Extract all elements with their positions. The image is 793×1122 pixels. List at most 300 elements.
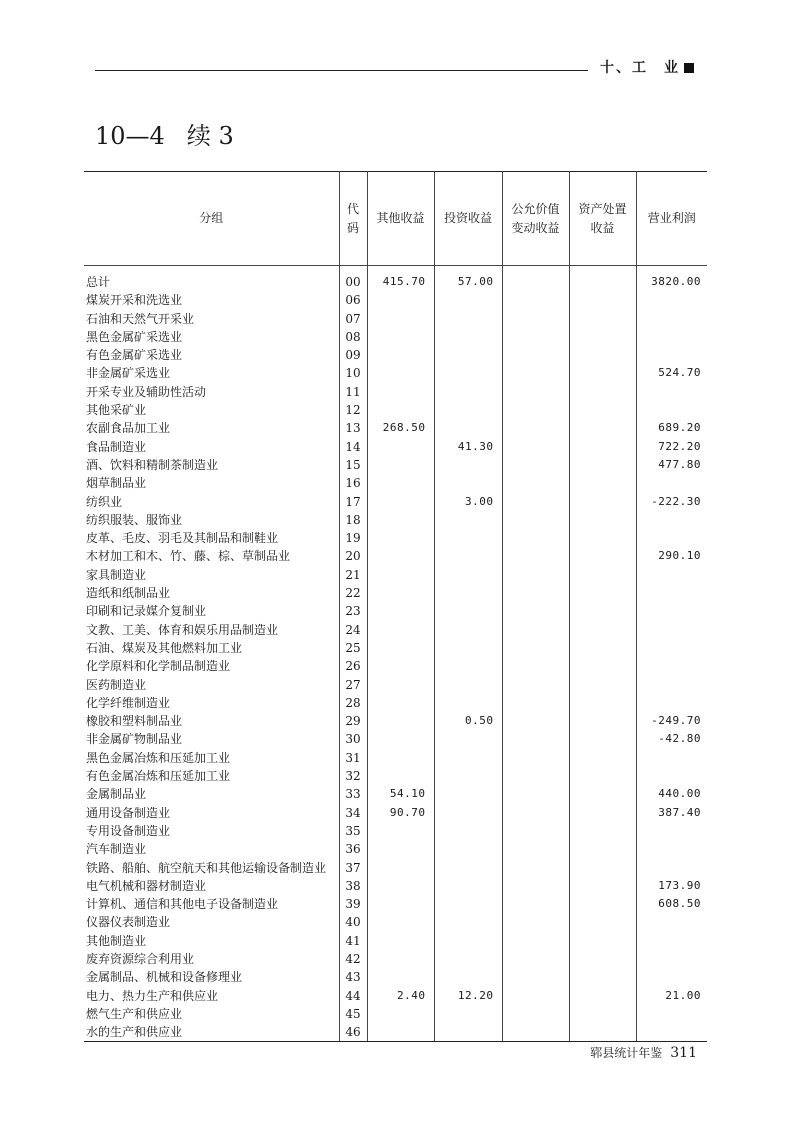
row-name: 通用设备制造业 bbox=[84, 804, 339, 822]
row-name: 有色金属矿采选业 bbox=[84, 346, 339, 364]
row-fair-value-income bbox=[502, 913, 569, 931]
row-name: 食品制造业 bbox=[84, 438, 339, 456]
row-code: 41 bbox=[339, 932, 367, 950]
row-fair-value-income bbox=[502, 639, 569, 657]
table-row bbox=[84, 547, 707, 565]
table-row bbox=[84, 566, 707, 584]
table-row bbox=[84, 291, 707, 309]
table-row bbox=[84, 364, 707, 382]
row-other-income bbox=[367, 346, 434, 364]
row-other-income bbox=[367, 1005, 434, 1023]
row-asset-disposal-income bbox=[569, 639, 636, 657]
row-operating-profit bbox=[636, 602, 707, 620]
table-row bbox=[84, 822, 707, 840]
table-row bbox=[84, 493, 707, 511]
row-name: 化学纤维制造业 bbox=[84, 694, 339, 712]
row-fair-value-income bbox=[502, 456, 569, 474]
row-operating-profit: 689.20 bbox=[658, 421, 701, 435]
row-fair-value-income bbox=[502, 621, 569, 639]
table-header-row bbox=[84, 172, 707, 266]
row-asset-disposal-income bbox=[569, 822, 636, 840]
row-investment-income bbox=[434, 657, 502, 675]
row-code: 22 bbox=[339, 584, 367, 602]
row-operating-profit: -249.70 bbox=[651, 714, 701, 728]
row-name: 印刷和记录媒介复制业 bbox=[84, 602, 339, 620]
table-row bbox=[84, 266, 707, 292]
row-name: 有色金属冶炼和压延加工业 bbox=[84, 767, 339, 785]
row-code: 27 bbox=[339, 676, 367, 694]
row-operating-profit bbox=[636, 621, 707, 639]
row-investment-income bbox=[434, 401, 502, 419]
table-row bbox=[84, 712, 707, 730]
row-name: 金属制品、机械和设备修理业 bbox=[84, 968, 339, 986]
row-fair-value-income bbox=[502, 346, 569, 364]
row-code: 09 bbox=[339, 346, 367, 364]
row-fair-value-income bbox=[502, 493, 569, 511]
row-code: 11 bbox=[339, 383, 367, 401]
row-fair-value-income bbox=[502, 266, 569, 292]
col-header-operating-profit: 营业利润 bbox=[636, 172, 707, 266]
row-operating-profit bbox=[636, 639, 707, 657]
table-row bbox=[84, 529, 707, 547]
row-other-income bbox=[367, 584, 434, 602]
table-row bbox=[84, 602, 707, 620]
table-row bbox=[84, 346, 707, 364]
row-other-income: 54.10 bbox=[367, 785, 434, 803]
table-row bbox=[84, 328, 707, 346]
row-operating-profit bbox=[636, 694, 707, 712]
row-code: 34 bbox=[339, 804, 367, 822]
row-operating-profit bbox=[636, 657, 707, 675]
row-code: 08 bbox=[339, 328, 367, 346]
col-header-code: 代码 bbox=[339, 172, 367, 266]
row-code: 10 bbox=[339, 364, 367, 382]
row-investment-income bbox=[434, 474, 502, 492]
row-code: 45 bbox=[339, 1005, 367, 1023]
row-fair-value-income bbox=[502, 511, 569, 529]
row-investment-income bbox=[434, 383, 502, 401]
row-operating-profit: 173.90 bbox=[658, 878, 701, 892]
row-fair-value-income bbox=[502, 968, 569, 986]
row-investment-income bbox=[434, 566, 502, 584]
table-row bbox=[84, 438, 707, 456]
row-operating-profit: -42.80 bbox=[658, 732, 701, 746]
row-name: 计算机、通信和其他电子设备制造业 bbox=[84, 895, 339, 913]
row-fair-value-income bbox=[502, 877, 569, 895]
row-other-income bbox=[367, 511, 434, 529]
row-investment-income bbox=[434, 291, 502, 309]
table-row bbox=[84, 840, 707, 858]
row-operating-profit bbox=[636, 950, 707, 968]
row-other-income bbox=[367, 657, 434, 675]
row-asset-disposal-income bbox=[569, 438, 636, 456]
row-fair-value-income bbox=[502, 566, 569, 584]
row-operating-profit bbox=[636, 511, 707, 529]
row-fair-value-income bbox=[502, 840, 569, 858]
row-other-income bbox=[367, 364, 434, 382]
row-other-income bbox=[367, 493, 434, 511]
row-code: 07 bbox=[339, 310, 367, 328]
row-investment-income bbox=[434, 895, 502, 913]
table-row bbox=[84, 950, 707, 968]
row-operating-profit bbox=[636, 767, 707, 785]
page-number: 311 bbox=[670, 1045, 697, 1061]
row-other-income bbox=[367, 547, 434, 565]
row-code: 43 bbox=[339, 968, 367, 986]
table-body bbox=[84, 266, 707, 1042]
row-asset-disposal-income bbox=[569, 932, 636, 950]
row-name: 仪器仪表制造业 bbox=[84, 913, 339, 931]
row-operating-profit bbox=[636, 1005, 707, 1023]
section-header bbox=[600, 57, 694, 77]
row-code: 30 bbox=[339, 730, 367, 748]
row-name: 化学原料和化学制品制造业 bbox=[84, 657, 339, 675]
row-investment-income bbox=[434, 950, 502, 968]
row-other-income bbox=[367, 968, 434, 986]
row-investment-income bbox=[434, 932, 502, 950]
table-row bbox=[84, 419, 707, 437]
table-row bbox=[84, 474, 707, 492]
row-name: 其他制造业 bbox=[84, 932, 339, 950]
row-code: 36 bbox=[339, 840, 367, 858]
row-operating-profit bbox=[636, 474, 707, 492]
row-operating-profit bbox=[636, 822, 707, 840]
row-code: 40 bbox=[339, 913, 367, 931]
book-title: 郓县统计年鉴 bbox=[590, 1046, 663, 1060]
col-header-other-income: 其他收益 bbox=[367, 172, 434, 266]
table-row bbox=[84, 913, 707, 931]
table-row bbox=[84, 676, 707, 694]
row-investment-income bbox=[434, 913, 502, 931]
row-asset-disposal-income bbox=[569, 291, 636, 309]
row-other-income bbox=[367, 749, 434, 767]
row-name: 开采专业及辅助性活动 bbox=[84, 383, 339, 401]
row-investment-income bbox=[434, 639, 502, 657]
row-name: 酒、饮料和精制茶制造业 bbox=[84, 456, 339, 474]
row-investment-income bbox=[434, 968, 502, 986]
row-other-income bbox=[367, 291, 434, 309]
row-fair-value-income bbox=[502, 822, 569, 840]
row-other-income bbox=[367, 767, 434, 785]
statistics-table bbox=[84, 171, 707, 1042]
row-operating-profit bbox=[636, 859, 707, 877]
row-asset-disposal-income bbox=[569, 730, 636, 748]
table-title bbox=[95, 116, 234, 151]
row-asset-disposal-income bbox=[569, 1005, 636, 1023]
row-fair-value-income bbox=[502, 767, 569, 785]
col-header-asset-disposal-income: 资产处置收益 bbox=[569, 172, 636, 266]
row-operating-profit bbox=[636, 840, 707, 858]
row-code: 13 bbox=[339, 419, 367, 437]
row-code: 42 bbox=[339, 950, 367, 968]
row-code: 35 bbox=[339, 822, 367, 840]
row-code: 25 bbox=[339, 639, 367, 657]
row-name: 铁路、船舶、航空航天和其他运输设备制造业 bbox=[84, 859, 339, 877]
row-asset-disposal-income bbox=[569, 547, 636, 565]
row-fair-value-income bbox=[502, 932, 569, 950]
page-footer bbox=[590, 1044, 697, 1061]
row-operating-profit bbox=[636, 566, 707, 584]
row-operating-profit bbox=[636, 328, 707, 346]
row-asset-disposal-income bbox=[569, 456, 636, 474]
row-name: 皮革、毛皮、羽毛及其制品和制鞋业 bbox=[84, 529, 339, 547]
row-investment-income: 12.20 bbox=[434, 987, 502, 1005]
row-asset-disposal-income bbox=[569, 529, 636, 547]
row-investment-income bbox=[434, 529, 502, 547]
row-asset-disposal-income bbox=[569, 913, 636, 931]
row-fair-value-income bbox=[502, 291, 569, 309]
row-code: 00 bbox=[339, 266, 367, 292]
row-fair-value-income bbox=[502, 950, 569, 968]
row-fair-value-income bbox=[502, 1023, 569, 1042]
row-other-income bbox=[367, 676, 434, 694]
table-row bbox=[84, 987, 707, 1005]
row-other-income bbox=[367, 328, 434, 346]
row-name: 造纸和纸制品业 bbox=[84, 584, 339, 602]
row-fair-value-income bbox=[502, 657, 569, 675]
section-title: 十、工 业 bbox=[600, 60, 680, 76]
row-investment-income bbox=[434, 584, 502, 602]
table-row bbox=[84, 639, 707, 657]
row-name: 非金属矿物制品业 bbox=[84, 730, 339, 748]
table-row bbox=[84, 859, 707, 877]
row-asset-disposal-income bbox=[569, 584, 636, 602]
row-name: 黑色金属冶炼和压延加工业 bbox=[84, 749, 339, 767]
row-asset-disposal-income bbox=[569, 401, 636, 419]
row-operating-profit bbox=[636, 383, 707, 401]
row-asset-disposal-income bbox=[569, 493, 636, 511]
row-name: 电力、热力生产和供应业 bbox=[84, 987, 339, 1005]
row-other-income bbox=[367, 383, 434, 401]
table-row bbox=[84, 804, 707, 822]
row-other-income: 90.70 bbox=[367, 804, 434, 822]
row-investment-income bbox=[434, 840, 502, 858]
row-code: 24 bbox=[339, 621, 367, 639]
row-investment-income bbox=[434, 804, 502, 822]
row-fair-value-income bbox=[502, 310, 569, 328]
row-asset-disposal-income bbox=[569, 1023, 636, 1042]
row-operating-profit bbox=[636, 346, 707, 364]
row-other-income bbox=[367, 877, 434, 895]
col-header-group: 分组 bbox=[84, 172, 339, 266]
row-operating-profit bbox=[636, 310, 707, 328]
row-investment-income bbox=[434, 511, 502, 529]
row-code: 14 bbox=[339, 438, 367, 456]
row-other-income bbox=[367, 913, 434, 931]
row-fair-value-income bbox=[502, 895, 569, 913]
table-row bbox=[84, 511, 707, 529]
row-asset-disposal-income bbox=[569, 419, 636, 437]
col-header-fair-value-income: 公允价值变动收益 bbox=[502, 172, 569, 266]
table-number: 10—4 bbox=[95, 122, 165, 150]
row-name: 其他采矿业 bbox=[84, 401, 339, 419]
row-other-income bbox=[367, 474, 434, 492]
row-code: 12 bbox=[339, 401, 367, 419]
row-operating-profit bbox=[636, 401, 707, 419]
row-code: 26 bbox=[339, 657, 367, 675]
row-name: 燃气生产和供应业 bbox=[84, 1005, 339, 1023]
row-asset-disposal-income bbox=[569, 694, 636, 712]
table-row bbox=[84, 584, 707, 602]
row-fair-value-income bbox=[502, 676, 569, 694]
row-code: 37 bbox=[339, 859, 367, 877]
row-name: 专用设备制造业 bbox=[84, 822, 339, 840]
row-other-income bbox=[367, 602, 434, 620]
row-investment-income bbox=[434, 419, 502, 437]
row-name: 石油、煤炭及其他燃料加工业 bbox=[84, 639, 339, 657]
row-other-income bbox=[367, 401, 434, 419]
row-investment-income bbox=[434, 602, 502, 620]
row-operating-profit: 440.00 bbox=[658, 787, 701, 801]
row-other-income bbox=[367, 730, 434, 748]
row-other-income bbox=[367, 895, 434, 913]
row-investment-income bbox=[434, 547, 502, 565]
row-fair-value-income bbox=[502, 419, 569, 437]
row-fair-value-income bbox=[502, 1005, 569, 1023]
row-asset-disposal-income bbox=[569, 676, 636, 694]
row-operating-profit bbox=[636, 529, 707, 547]
row-investment-income bbox=[434, 859, 502, 877]
row-other-income bbox=[367, 438, 434, 456]
row-code: 15 bbox=[339, 456, 367, 474]
square-icon bbox=[684, 63, 694, 73]
row-investment-income bbox=[434, 1023, 502, 1042]
row-investment-income bbox=[434, 621, 502, 639]
row-investment-income: 0.50 bbox=[434, 712, 502, 730]
row-asset-disposal-income bbox=[569, 950, 636, 968]
row-other-income bbox=[367, 950, 434, 968]
row-asset-disposal-income bbox=[569, 383, 636, 401]
row-asset-disposal-income bbox=[569, 895, 636, 913]
row-fair-value-income bbox=[502, 712, 569, 730]
row-code: 28 bbox=[339, 694, 367, 712]
row-name: 金属制品业 bbox=[84, 785, 339, 803]
row-other-income bbox=[367, 639, 434, 657]
row-investment-income bbox=[434, 822, 502, 840]
row-name: 电气机械和器材制造业 bbox=[84, 877, 339, 895]
row-investment-income bbox=[434, 749, 502, 767]
row-code: 33 bbox=[339, 785, 367, 803]
row-other-income bbox=[367, 621, 434, 639]
table-row bbox=[84, 456, 707, 474]
row-asset-disposal-income bbox=[569, 968, 636, 986]
row-investment-income bbox=[434, 676, 502, 694]
table-row bbox=[84, 730, 707, 748]
row-fair-value-income bbox=[502, 859, 569, 877]
row-code: 18 bbox=[339, 511, 367, 529]
row-name: 木材加工和木、竹、藤、棕、草制品业 bbox=[84, 547, 339, 565]
row-asset-disposal-income bbox=[569, 712, 636, 730]
row-other-income bbox=[367, 840, 434, 858]
row-other-income bbox=[367, 456, 434, 474]
row-fair-value-income bbox=[502, 987, 569, 1005]
row-code: 20 bbox=[339, 547, 367, 565]
row-code: 21 bbox=[339, 566, 367, 584]
table-row bbox=[84, 657, 707, 675]
row-operating-profit: 477.80 bbox=[658, 457, 701, 471]
row-operating-profit: 608.50 bbox=[658, 897, 701, 911]
row-asset-disposal-income bbox=[569, 266, 636, 292]
row-code: 39 bbox=[339, 895, 367, 913]
row-investment-income bbox=[434, 767, 502, 785]
row-investment-income: 57.00 bbox=[434, 266, 502, 292]
row-operating-profit: 290.10 bbox=[658, 549, 701, 563]
row-asset-disposal-income bbox=[569, 859, 636, 877]
row-other-income: 2.40 bbox=[367, 987, 434, 1005]
row-asset-disposal-income bbox=[569, 364, 636, 382]
row-name: 纺织服装、服饰业 bbox=[84, 511, 339, 529]
row-operating-profit bbox=[636, 932, 707, 950]
row-fair-value-income bbox=[502, 785, 569, 803]
col-header-investment-income: 投资收益 bbox=[434, 172, 502, 266]
row-asset-disposal-income bbox=[569, 657, 636, 675]
row-investment-income bbox=[434, 364, 502, 382]
table-row bbox=[84, 1005, 707, 1023]
row-fair-value-income bbox=[502, 584, 569, 602]
row-fair-value-income bbox=[502, 474, 569, 492]
table-row bbox=[84, 694, 707, 712]
row-operating-profit: 387.40 bbox=[658, 805, 701, 819]
row-asset-disposal-income bbox=[569, 804, 636, 822]
row-name: 煤炭开采和洗选业 bbox=[84, 291, 339, 309]
row-asset-disposal-income bbox=[569, 310, 636, 328]
row-code: 44 bbox=[339, 987, 367, 1005]
row-name: 水的生产和供应业 bbox=[84, 1023, 339, 1042]
table-row bbox=[84, 877, 707, 895]
row-operating-profit: 524.70 bbox=[658, 366, 701, 380]
row-asset-disposal-income bbox=[569, 987, 636, 1005]
row-fair-value-income bbox=[502, 364, 569, 382]
row-asset-disposal-income bbox=[569, 602, 636, 620]
row-code: 31 bbox=[339, 749, 367, 767]
row-fair-value-income bbox=[502, 529, 569, 547]
table-row bbox=[84, 895, 707, 913]
row-fair-value-income bbox=[502, 602, 569, 620]
row-operating-profit bbox=[636, 913, 707, 931]
row-name: 农副食品加工业 bbox=[84, 419, 339, 437]
row-investment-income bbox=[434, 785, 502, 803]
row-code: 17 bbox=[339, 493, 367, 511]
row-other-income bbox=[367, 859, 434, 877]
row-other-income bbox=[367, 566, 434, 584]
row-code: 23 bbox=[339, 602, 367, 620]
table-row bbox=[84, 310, 707, 328]
row-other-income: 268.50 bbox=[367, 419, 434, 437]
row-code: 29 bbox=[339, 712, 367, 730]
table-subtitle: 续 3 bbox=[186, 122, 234, 150]
row-operating-profit bbox=[636, 968, 707, 986]
table-row bbox=[84, 785, 707, 803]
row-operating-profit: 722.20 bbox=[658, 439, 701, 453]
row-operating-profit bbox=[636, 291, 707, 309]
table-row bbox=[84, 621, 707, 639]
row-name: 总计 bbox=[84, 266, 339, 292]
row-name: 橡胶和塑料制品业 bbox=[84, 712, 339, 730]
row-name: 烟草制品业 bbox=[84, 474, 339, 492]
row-investment-income bbox=[434, 310, 502, 328]
row-fair-value-income bbox=[502, 401, 569, 419]
row-fair-value-income bbox=[502, 328, 569, 346]
table-row bbox=[84, 968, 707, 986]
row-asset-disposal-income bbox=[569, 328, 636, 346]
row-investment-income bbox=[434, 877, 502, 895]
row-investment-income: 3.00 bbox=[434, 493, 502, 511]
row-asset-disposal-income bbox=[569, 621, 636, 639]
row-other-income: 415.70 bbox=[367, 266, 434, 292]
row-asset-disposal-income bbox=[569, 877, 636, 895]
row-operating-profit bbox=[636, 1023, 707, 1042]
row-other-income bbox=[367, 529, 434, 547]
